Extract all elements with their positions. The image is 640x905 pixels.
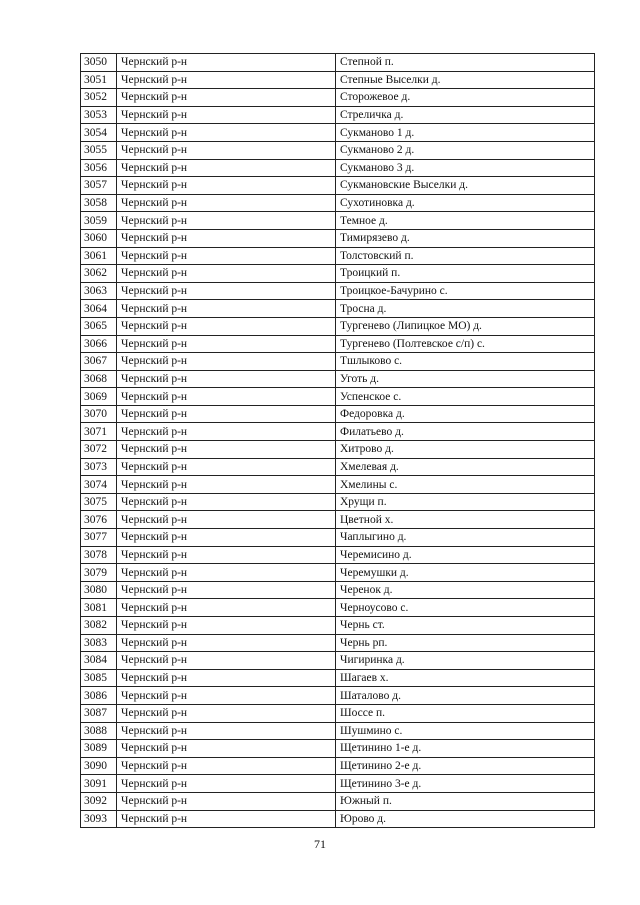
settlement-cell: Щетинино 3-е д. xyxy=(336,775,595,793)
settlement-cell: Чернь ст. xyxy=(336,617,595,635)
district-cell: Чернский р-н xyxy=(117,212,336,230)
row-number-cell: 3054 xyxy=(81,124,117,142)
settlement-cell: Сукманово 2 д. xyxy=(336,141,595,159)
district-cell: Чернский р-н xyxy=(117,423,336,441)
district-cell: Чернский р-н xyxy=(117,775,336,793)
table-row xyxy=(81,617,595,635)
table-row xyxy=(81,388,595,406)
settlement-cell: Тургенево (Липицкое МО) д. xyxy=(336,317,595,335)
table-row xyxy=(81,634,595,652)
settlement-cell: Черноусово с. xyxy=(336,599,595,617)
row-number-cell: 3062 xyxy=(81,265,117,283)
table-row xyxy=(81,511,595,529)
settlement-cell: Степные Выселки д. xyxy=(336,71,595,89)
table-row xyxy=(81,775,595,793)
table-row xyxy=(81,704,595,722)
table-row xyxy=(81,599,595,617)
row-number-cell: 3052 xyxy=(81,89,117,107)
district-cell: Чернский р-н xyxy=(117,493,336,511)
settlement-cell: Хрущи п. xyxy=(336,493,595,511)
row-number-cell: 3050 xyxy=(81,54,117,72)
table-row xyxy=(81,405,595,423)
settlement-cell: Федоровка д. xyxy=(336,405,595,423)
table-row xyxy=(81,106,595,124)
district-cell: Чернский р-н xyxy=(117,177,336,195)
table-row xyxy=(81,810,595,828)
district-cell: Чернский р-н xyxy=(117,740,336,758)
table-row xyxy=(81,687,595,705)
row-number-cell: 3060 xyxy=(81,229,117,247)
district-cell: Чернский р-н xyxy=(117,106,336,124)
settlements-table-body xyxy=(81,54,595,828)
district-cell: Чернский р-н xyxy=(117,722,336,740)
district-cell: Чернский р-н xyxy=(117,669,336,687)
settlement-cell: Темное д. xyxy=(336,212,595,230)
district-cell: Чернский р-н xyxy=(117,704,336,722)
district-cell: Чернский р-н xyxy=(117,564,336,582)
district-cell: Чернский р-н xyxy=(117,511,336,529)
row-number-cell: 3093 xyxy=(81,810,117,828)
settlement-cell: Юрово д. xyxy=(336,810,595,828)
row-number-cell: 3069 xyxy=(81,388,117,406)
table-row xyxy=(81,476,595,494)
row-number-cell: 3077 xyxy=(81,529,117,547)
district-cell: Чернский р-н xyxy=(117,335,336,353)
row-number-cell: 3086 xyxy=(81,687,117,705)
district-cell: Чернский р-н xyxy=(117,265,336,283)
settlement-cell: Тшлыково с. xyxy=(336,353,595,371)
row-number-cell: 3082 xyxy=(81,617,117,635)
district-cell: Чернский р-н xyxy=(117,124,336,142)
table-row xyxy=(81,529,595,547)
row-number-cell: 3091 xyxy=(81,775,117,793)
row-number-cell: 3061 xyxy=(81,247,117,265)
table-row xyxy=(81,722,595,740)
district-cell: Чернский р-н xyxy=(117,159,336,177)
district-cell: Чернский р-н xyxy=(117,687,336,705)
table-row xyxy=(81,441,595,459)
table-row xyxy=(81,282,595,300)
row-number-cell: 3063 xyxy=(81,282,117,300)
district-cell: Чернский р-н xyxy=(117,89,336,107)
row-number-cell: 3064 xyxy=(81,300,117,318)
settlement-cell: Стреличка д. xyxy=(336,106,595,124)
settlement-cell: Тросна д. xyxy=(336,300,595,318)
row-number-cell: 3078 xyxy=(81,546,117,564)
table-row xyxy=(81,247,595,265)
settlement-cell: Успенское с. xyxy=(336,388,595,406)
row-number-cell: 3068 xyxy=(81,370,117,388)
district-cell: Чернский р-н xyxy=(117,529,336,547)
table-row xyxy=(81,792,595,810)
district-cell: Чернский р-н xyxy=(117,405,336,423)
district-cell: Чернский р-н xyxy=(117,353,336,371)
district-cell: Чернский р-н xyxy=(117,282,336,300)
settlement-cell: Уготь д. xyxy=(336,370,595,388)
settlement-cell: Чигиринка д. xyxy=(336,652,595,670)
settlement-cell: Щетинино 1-е д. xyxy=(336,740,595,758)
settlement-cell: Троицкий п. xyxy=(336,265,595,283)
row-number-cell: 3067 xyxy=(81,353,117,371)
table-row xyxy=(81,652,595,670)
table-row xyxy=(81,194,595,212)
table-row xyxy=(81,669,595,687)
settlement-cell: Южный п. xyxy=(336,792,595,810)
row-number-cell: 3074 xyxy=(81,476,117,494)
table-row xyxy=(81,124,595,142)
table-row xyxy=(81,423,595,441)
row-number-cell: 3059 xyxy=(81,212,117,230)
settlements-table xyxy=(80,53,595,828)
row-number-cell: 3090 xyxy=(81,757,117,775)
district-cell: Чернский р-н xyxy=(117,599,336,617)
row-number-cell: 3072 xyxy=(81,441,117,459)
table-row xyxy=(81,335,595,353)
table-row xyxy=(81,229,595,247)
settlement-cell: Сукманово 3 д. xyxy=(336,159,595,177)
table-row xyxy=(81,353,595,371)
row-number-cell: 3089 xyxy=(81,740,117,758)
settlement-cell: Черемушки д. xyxy=(336,564,595,582)
district-cell: Чернский р-н xyxy=(117,71,336,89)
settlement-cell: Шушмино с. xyxy=(336,722,595,740)
row-number-cell: 3092 xyxy=(81,792,117,810)
table-row xyxy=(81,317,595,335)
settlement-cell: Шаталово д. xyxy=(336,687,595,705)
settlement-cell: Троицкое-Бачурино с. xyxy=(336,282,595,300)
row-number-cell: 3065 xyxy=(81,317,117,335)
district-cell: Чернский р-н xyxy=(117,757,336,775)
table-row xyxy=(81,177,595,195)
district-cell: Чернский р-н xyxy=(117,229,336,247)
settlement-cell: Чернь рп. xyxy=(336,634,595,652)
row-number-cell: 3081 xyxy=(81,599,117,617)
row-number-cell: 3088 xyxy=(81,722,117,740)
table-row xyxy=(81,89,595,107)
table-row xyxy=(81,564,595,582)
row-number-cell: 3055 xyxy=(81,141,117,159)
table-row xyxy=(81,493,595,511)
district-cell: Чернский р-н xyxy=(117,247,336,265)
row-number-cell: 3051 xyxy=(81,71,117,89)
row-number-cell: 3073 xyxy=(81,458,117,476)
settlement-cell: Черенок д. xyxy=(336,581,595,599)
row-number-cell: 3053 xyxy=(81,106,117,124)
table-row xyxy=(81,458,595,476)
district-cell: Чернский р-н xyxy=(117,792,336,810)
row-number-cell: 3076 xyxy=(81,511,117,529)
row-number-cell: 3079 xyxy=(81,564,117,582)
settlement-cell: Сторожевое д. xyxy=(336,89,595,107)
settlement-cell: Чаплыгино д. xyxy=(336,529,595,547)
table-row xyxy=(81,141,595,159)
row-number-cell: 3080 xyxy=(81,581,117,599)
district-cell: Чернский р-н xyxy=(117,634,336,652)
district-cell: Чернский р-н xyxy=(117,476,336,494)
settlement-cell: Хитрово д. xyxy=(336,441,595,459)
settlement-cell: Хмелины с. xyxy=(336,476,595,494)
row-number-cell: 3066 xyxy=(81,335,117,353)
district-cell: Чернский р-н xyxy=(117,617,336,635)
table-row xyxy=(81,54,595,72)
table-row xyxy=(81,757,595,775)
row-number-cell: 3083 xyxy=(81,634,117,652)
row-number-cell: 3057 xyxy=(81,177,117,195)
table-row xyxy=(81,212,595,230)
settlement-cell: Филатьево д. xyxy=(336,423,595,441)
table-row xyxy=(81,159,595,177)
table-row xyxy=(81,546,595,564)
district-cell: Чернский р-н xyxy=(117,388,336,406)
row-number-cell: 3070 xyxy=(81,405,117,423)
settlement-cell: Толстовский п. xyxy=(336,247,595,265)
page-number: 71 xyxy=(314,837,326,851)
row-number-cell: 3056 xyxy=(81,159,117,177)
row-number-cell: 3075 xyxy=(81,493,117,511)
settlement-cell: Хмелевая д. xyxy=(336,458,595,476)
row-number-cell: 3084 xyxy=(81,652,117,670)
table-row xyxy=(81,71,595,89)
settlement-cell: Сухотиновка д. xyxy=(336,194,595,212)
district-cell: Чернский р-н xyxy=(117,300,336,318)
district-cell: Чернский р-н xyxy=(117,546,336,564)
table-row xyxy=(81,265,595,283)
settlement-cell: Степной п. xyxy=(336,54,595,72)
settlement-cell: Сукманово 1 д. xyxy=(336,124,595,142)
district-cell: Чернский р-н xyxy=(117,441,336,459)
settlement-cell: Щетинино 2-е д. xyxy=(336,757,595,775)
settlement-cell: Шоссе п. xyxy=(336,704,595,722)
settlement-cell: Сукмановские Выселки д. xyxy=(336,177,595,195)
district-cell: Чернский р-н xyxy=(117,810,336,828)
row-number-cell: 3085 xyxy=(81,669,117,687)
row-number-cell: 3058 xyxy=(81,194,117,212)
table-row xyxy=(81,581,595,599)
table-row xyxy=(81,300,595,318)
settlement-cell: Шагаев х. xyxy=(336,669,595,687)
district-cell: Чернский р-н xyxy=(117,317,336,335)
district-cell: Чернский р-н xyxy=(117,54,336,72)
row-number-cell: 3087 xyxy=(81,704,117,722)
settlement-cell: Тургенево (Полтевское с/п) с. xyxy=(336,335,595,353)
district-cell: Чернский р-н xyxy=(117,370,336,388)
district-cell: Чернский р-н xyxy=(117,581,336,599)
settlement-cell: Черемисино д. xyxy=(336,546,595,564)
district-cell: Чернский р-н xyxy=(117,652,336,670)
district-cell: Чернский р-н xyxy=(117,194,336,212)
row-number-cell: 3071 xyxy=(81,423,117,441)
district-cell: Чернский р-н xyxy=(117,458,336,476)
table-row xyxy=(81,740,595,758)
settlement-cell: Тимирязево д. xyxy=(336,229,595,247)
district-cell: Чернский р-н xyxy=(117,141,336,159)
settlement-cell: Цветной х. xyxy=(336,511,595,529)
table-row xyxy=(81,370,595,388)
